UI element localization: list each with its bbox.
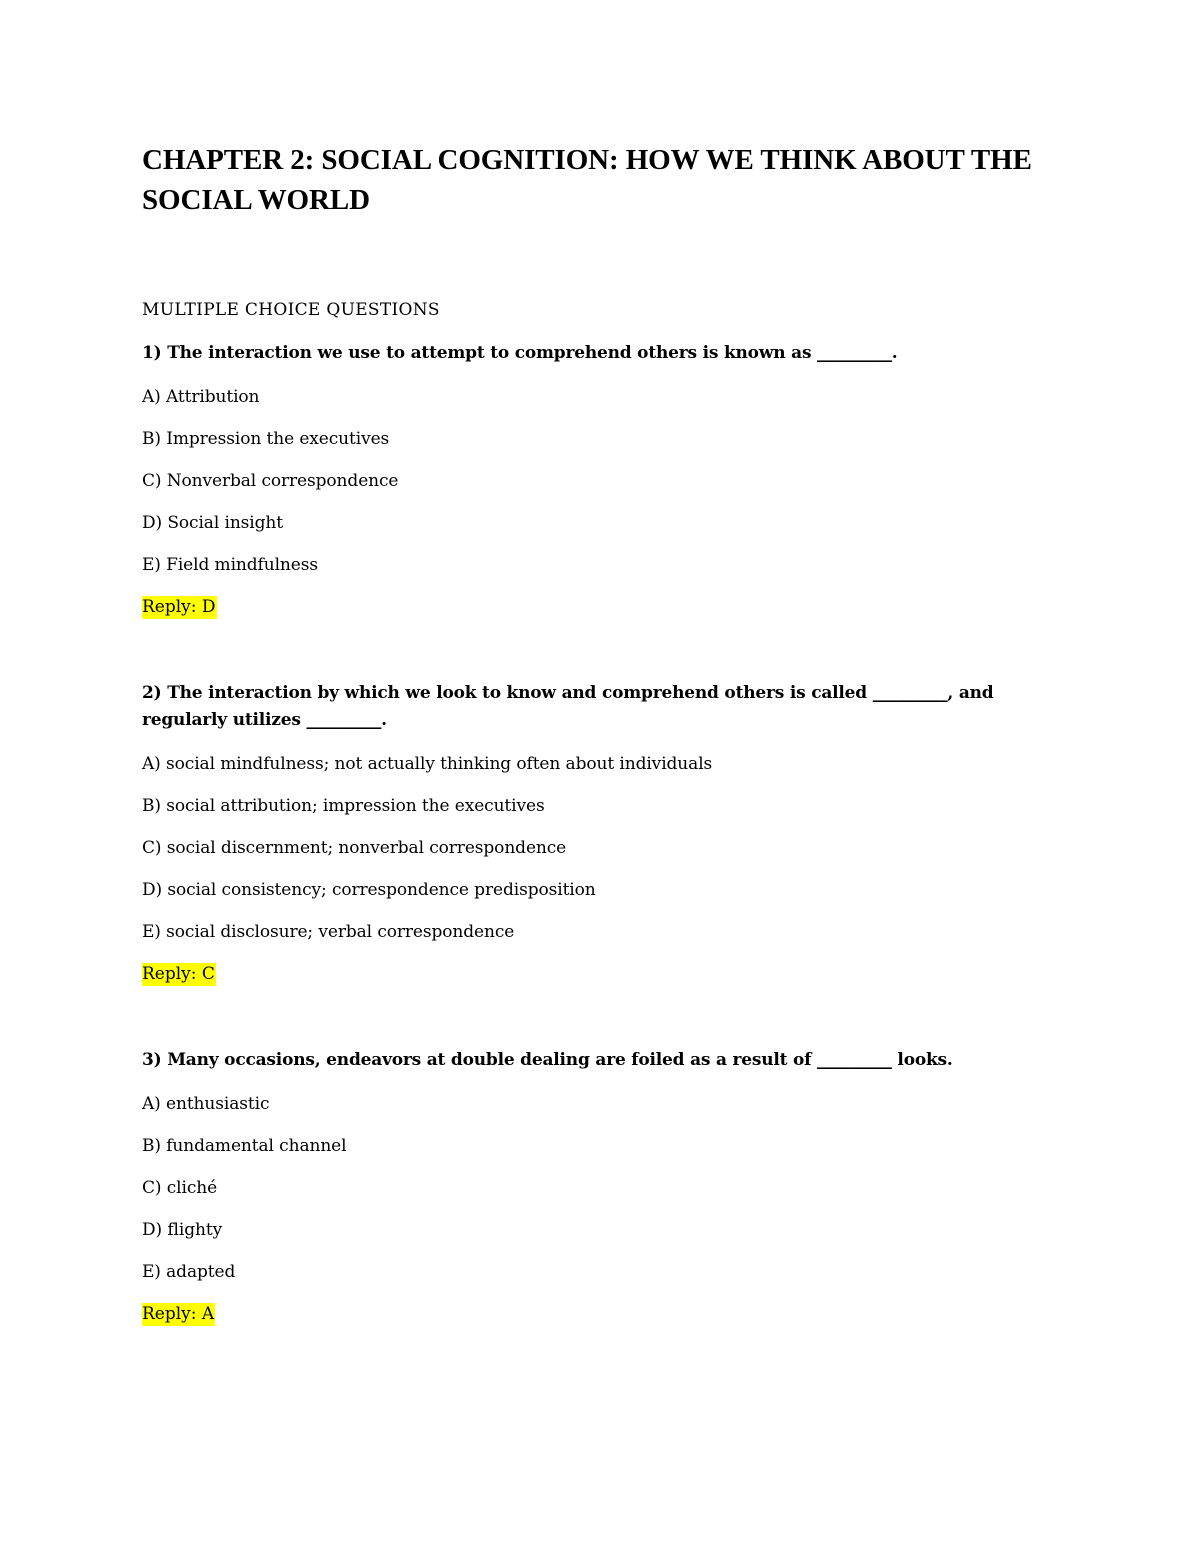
option-e: E) social disclosure; verbal correspondence	[142, 922, 515, 942]
option-c: C) Nonverbal correspondence	[142, 471, 399, 491]
question-text: 2) The interaction by which we look to know and comprehend others is called _________, and regularly utilizes _________.	[142, 683, 994, 730]
answer-highlight: Reply: C	[142, 964, 215, 984]
option-a: A) Attribution	[142, 387, 260, 407]
option-a: A) enthusiastic	[142, 1094, 270, 1114]
answer-highlight: Reply: D	[142, 597, 216, 617]
option-e: E) Field mindfulness	[142, 555, 318, 575]
option-b: B) social attribution; impression the executives	[142, 796, 545, 816]
answer-line	[142, 962, 1062, 986]
option-d: D) flighty	[142, 1220, 223, 1240]
option-d: D) social consistency; correspondence predisposition	[142, 880, 596, 900]
question-text: 3) Many occasions, endeavors at double dealing are foiled as a result of _________ looks.	[142, 1050, 953, 1070]
option-b: B) fundamental channel	[142, 1136, 347, 1156]
option-e: E) adapted	[142, 1262, 236, 1282]
answer-highlight: Reply: A	[142, 1304, 215, 1324]
chapter-title: CHAPTER 2: SOCIAL COGNITION: HOW WE THINK ABOUT THE SOCIAL WORLD	[142, 144, 1032, 216]
option-c: C) cliché	[142, 1178, 218, 1198]
question-1	[142, 340, 1062, 619]
option-d: D) Social insight	[142, 513, 283, 533]
document-content	[142, 140, 1062, 1326]
option-a: A) social mindfulness; not actually thinking often about individuals	[142, 754, 713, 774]
option-c: C) social discernment; nonverbal correspondence	[142, 838, 567, 858]
answer-line	[142, 595, 1062, 619]
option-b: B) Impression the executives	[142, 429, 390, 449]
question-text: 1) The interaction we use to attempt to comprehend others is known as _________.	[142, 343, 898, 363]
question-2	[142, 680, 1062, 986]
question-3	[142, 1047, 1062, 1326]
section-heading: MULTIPLE CHOICE QUESTIONS	[142, 300, 440, 320]
answer-line	[142, 1302, 1062, 1326]
